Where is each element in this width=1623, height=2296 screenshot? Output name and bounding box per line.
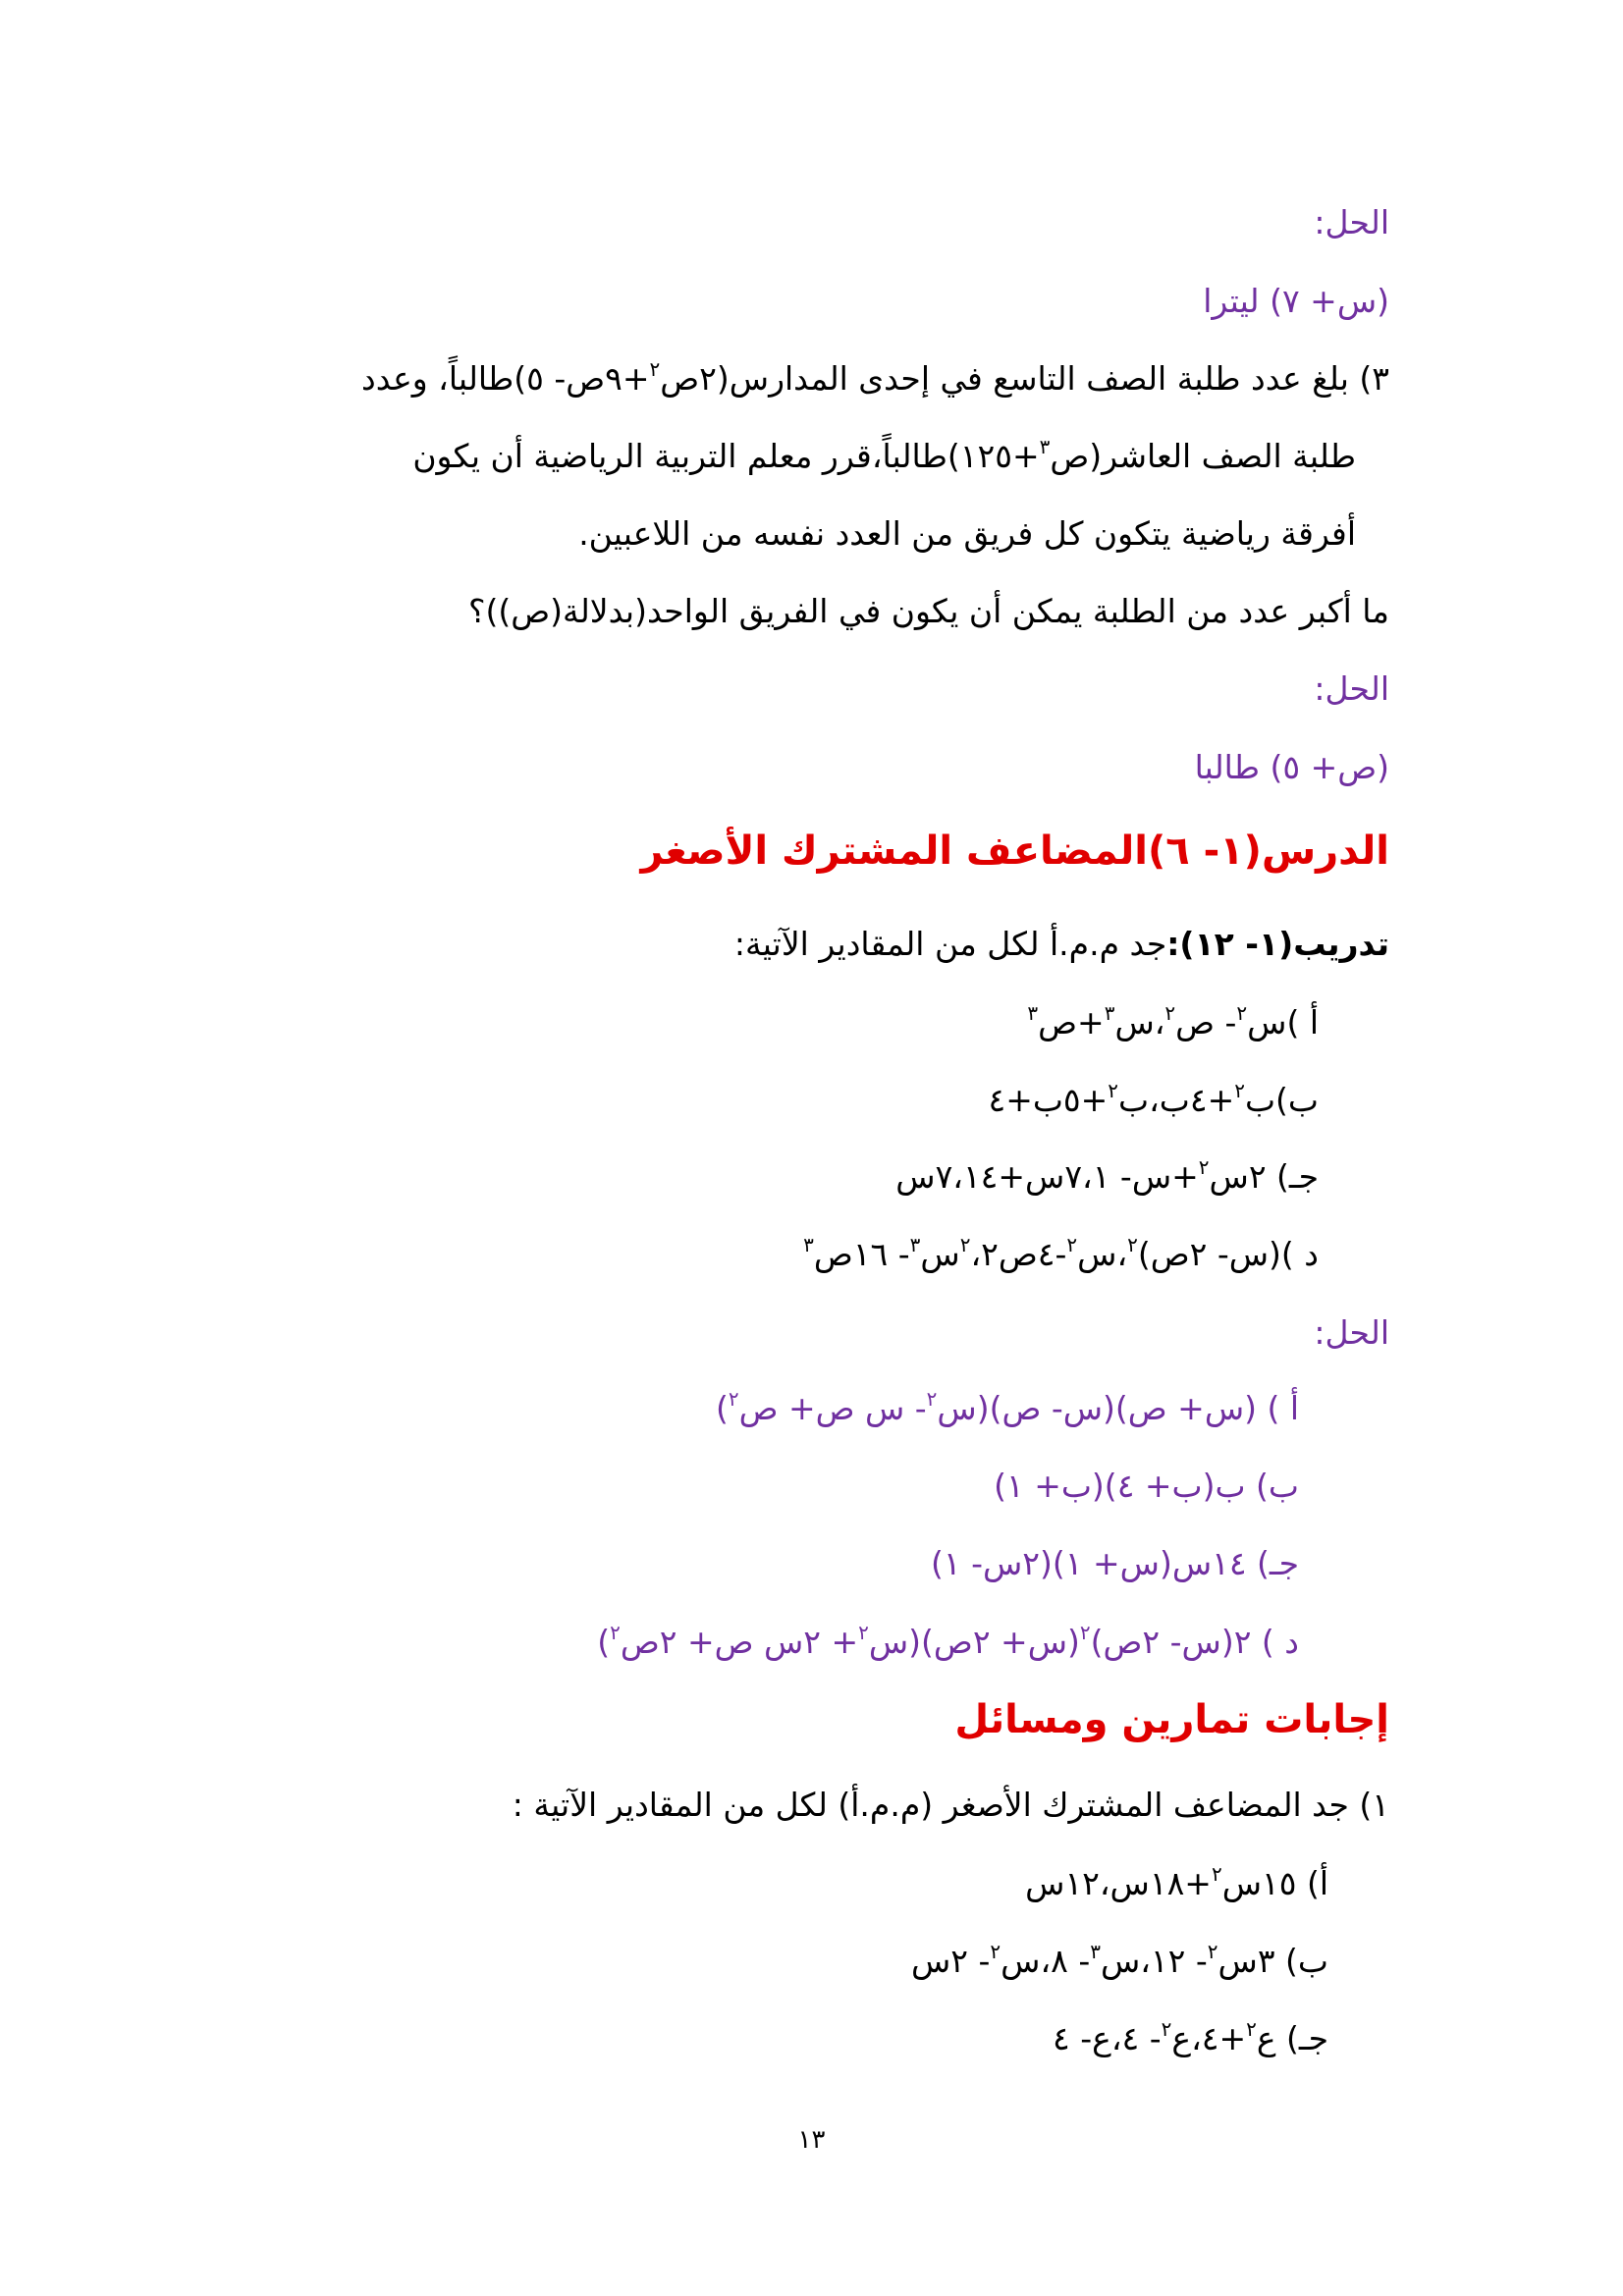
exercise-item-c: جـ) ٢س$^٢$+س- ٧،١س+٧،١٤س	[895, 1155, 1319, 1196]
exercise-item-b: ب)ب$^٢$+٤ب،ب$^٢$+٥ب+٤	[988, 1079, 1319, 1119]
question-1-item-b: ب) ٣س$^٢$- ١٢،س$^٣$- ٨،س$^٢$- ٢س	[910, 1940, 1328, 1980]
answer-item-d: د ) ٢(س- ٢ص)$^٢$(س+ ٢ص)(س$^٢$+ ٢س ص+ ٢ص$^٢$)	[597, 1621, 1299, 1661]
exercise-item-a: أ )س$^٢$- ص$^٢$،س$^٣$+ص$^٣$	[1027, 1001, 1319, 1041]
exercise-line: تدريب(١- ١٢):جد م.م.أ لكل من المقادير الآتية:	[733, 925, 1389, 963]
lesson-title: الدرس(١- ٦)المضاعف المشترك الأصغر	[640, 828, 1389, 874]
problem-3-line-2: طلبة الصف العاشر(ص$^٣$+١٢٥)طالباً،قرر معلم التربية الرياضية أن يكون	[412, 435, 1356, 475]
answer-text: (س+ ٧) ليترا	[1203, 282, 1389, 320]
solution-label: الحل:	[1314, 203, 1389, 241]
question-1-item-a: أ) ١٥س$^٢$+١٨س،١٢س	[1025, 1862, 1328, 1902]
problem-3-line-1: ٣) بلغ عدد طلبة الصف التاسع في إحدى المدارس(٢ص$^٢$+٩ص- ٥)طالباً، وعدد	[361, 357, 1389, 398]
answer-item-c: جـ) ١٤س(س+ ١)(٢س- ١)	[931, 1544, 1299, 1582]
answer-text: (ص+ ٥) طالبا	[1194, 748, 1389, 786]
question-1-item-c: جـ) ع$^٢$+٤،ع$^٢$- ٤،ع- ٤	[1053, 2017, 1328, 2057]
answer-item-b: ب) ب(ب+ ٤)(ب+ ١)	[994, 1467, 1299, 1505]
solution-label: الحل:	[1314, 1313, 1389, 1352]
answer-item-a: أ ) (س+ ص)(س- ص)(س$^٢$- س ص+ ص$^٢$)	[715, 1387, 1299, 1427]
solution-label: الحل:	[1314, 669, 1389, 708]
page-number: ١٣	[797, 2125, 826, 2155]
question-1: ١) جد المضاعف المشترك الأصغر (م.م.أ) لكل من المقادير الآتية :	[512, 1786, 1389, 1824]
problem-3-question: ما أكبر عدد من الطلبة يمكن أن يكون في الفريق الواحد(بدلالة(ص))؟	[467, 592, 1389, 630]
section-title: إجابات تمارين ومسائل	[954, 1697, 1389, 1742]
exercise-item-d: د )(س- ٢ص)$^٢$،س$^٢$-٤ص$^٢$،٢س$^٣$- ١٦ص$^٣$	[803, 1233, 1319, 1273]
problem-3-line-3: أفرقة رياضية يتكون كل فريق من العدد نفسه من اللاعبين.	[578, 514, 1356, 553]
